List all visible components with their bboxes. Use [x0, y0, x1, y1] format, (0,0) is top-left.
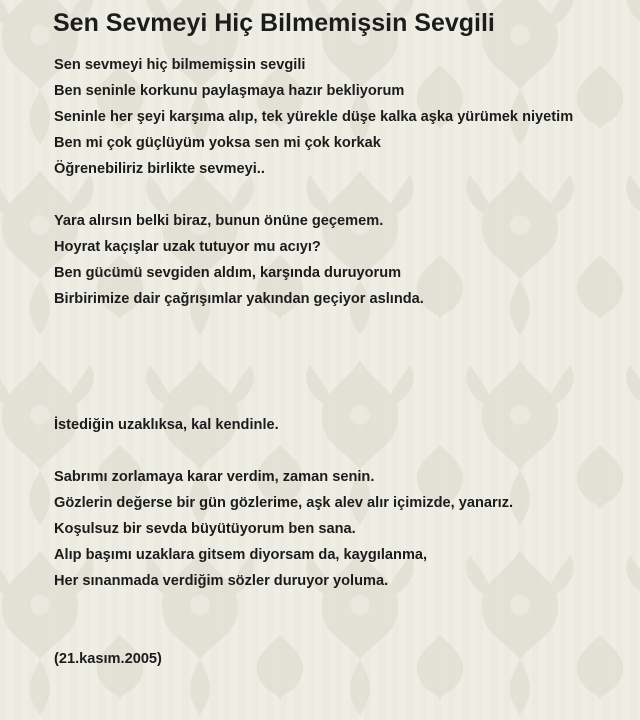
- poem-line: Gözlerin değerse bir gün gözlerime, aşk alev alır içimizde, yanarız.: [54, 495, 514, 511]
- poem-line: Ben gücümü sevgiden aldım, karşında duruyorum: [54, 265, 402, 281]
- poem-line: Birbirimize dair çağrışımlar yakından geçiyor aslında.: [54, 291, 424, 307]
- poem-line: Sen sevmeyi hiç bilmemişsin sevgili: [54, 57, 306, 73]
- poem-line: Yara alırsın belki biraz, bunun önüne geçemem.: [54, 213, 384, 229]
- poem-line: Ben seninle korkunu paylaşmaya hazır bekliyorum: [54, 83, 405, 99]
- poem-date: (21.kasım.2005): [54, 651, 162, 667]
- poem-line: Öğrenebiliriz birlikte sevmeyi..: [54, 161, 265, 177]
- poem-line: Koşulsuz bir sevda büyütüyorum ben sana.: [54, 521, 356, 537]
- poem-line: İstediğin uzaklıksa, kal kendinle.: [54, 417, 279, 433]
- poem-line: Sabrımı zorlamaya karar verdim, zaman senin.: [54, 469, 375, 485]
- poem-line: Hoyrat kaçışlar uzak tutuyor mu acıyı?: [54, 239, 321, 255]
- poem-title: Sen Sevmeyi Hiç Bilmemişsin Sevgili: [53, 9, 495, 37]
- poem-line: Ben mi çok güçlüyüm yoksa sen mi çok korkak: [54, 135, 381, 151]
- poem-line: Her sınanmada verdiğim sözler duruyor yoluma.: [54, 573, 389, 589]
- poem-line: Alıp başımı uzaklara gitsem diyorsam da, kaygılanma,: [54, 547, 428, 563]
- poem-line: Seninle her şeyi karşıma alıp, tek yürekle düşe kalka aşka yürümek niyetim: [54, 109, 574, 125]
